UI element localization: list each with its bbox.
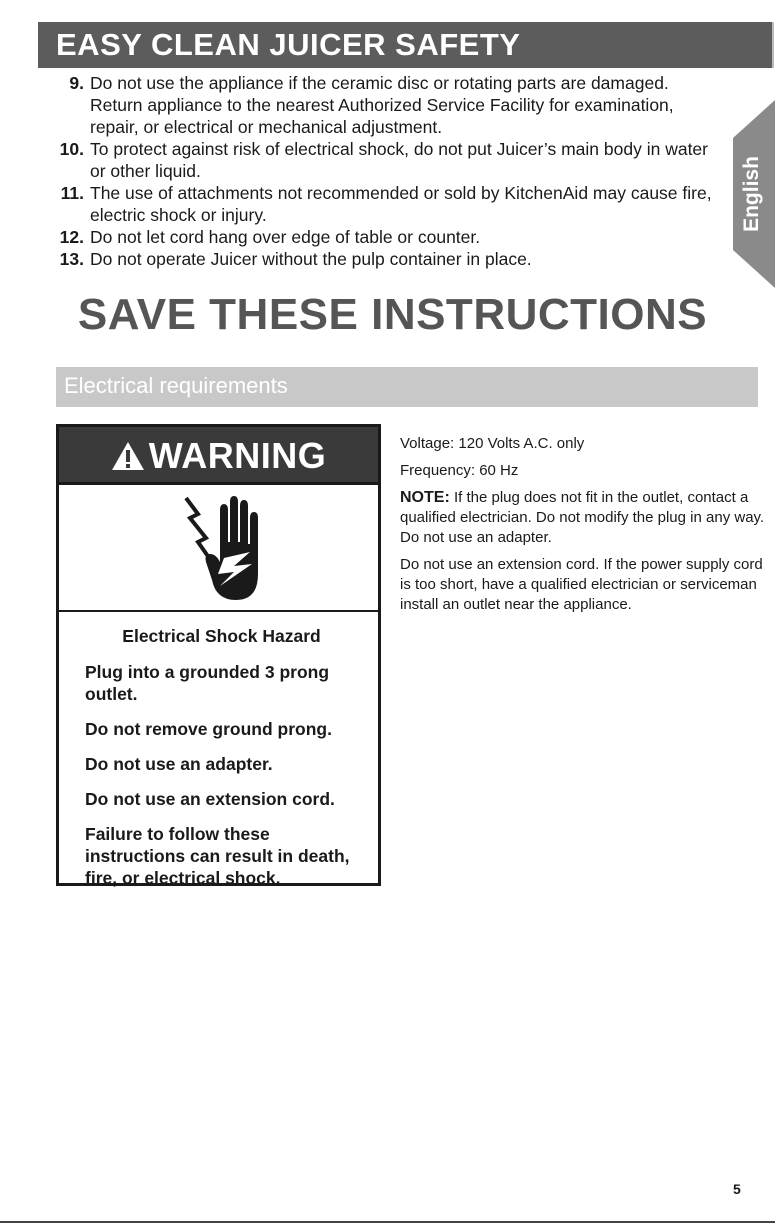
list-item-number: 9. — [69, 73, 84, 93]
page-title: EASY CLEAN JUICER SAFETY — [56, 27, 521, 62]
header-edge-line — [772, 22, 774, 68]
warning-line: Failure to follow these instructions can result in death, fire, or electrical shock. — [85, 824, 350, 888]
warning-label-row — [59, 435, 378, 477]
list-item-text: Do not operate Juicer without the pulp container in place. — [90, 249, 532, 269]
section-title: Electrical requirements — [64, 373, 288, 398]
extension-cord-paragraph: Do not use an extension cord. If the power supply cord is too short, have a qualified electrician or serviceman install an outlet near the appliance. — [400, 556, 763, 613]
warning-body — [59, 614, 378, 902]
note-label: NOTE: — [400, 489, 450, 506]
list-item — [44, 248, 724, 270]
warning-box — [56, 424, 381, 886]
bottom-rule — [0, 1221, 775, 1223]
list-item-text: Do not use the appliance if the ceramic disc or rotating parts are damaged. Return appliance to the nearest Authorized Service Facility for examination, repair, or electrical or mechanical adjustment. — [90, 73, 674, 137]
warning-line: Plug into a grounded 3 prong outlet. — [85, 662, 330, 704]
list-item — [44, 182, 724, 226]
list-item-text: Do not let cord hang over edge of table or counter. — [90, 227, 481, 247]
hazard-icon-area — [59, 488, 378, 612]
list-item-text: The use of attachments not recommended or sold by KitchenAid may cause fire, electric shock or injury. — [90, 183, 712, 225]
page-number: 5 — [733, 1181, 741, 1197]
list-item-text: To protect against risk of electrical shock, do not put Juicer’s main body in water or other liquid. — [90, 139, 708, 181]
safety-list — [44, 72, 724, 270]
warning-line: Do not use an extension cord. — [85, 789, 335, 809]
language-tab-label: English — [740, 156, 763, 232]
requirements-column — [400, 434, 772, 615]
note-paragraph — [400, 488, 772, 548]
electrical-shock-hazard-icon — [176, 496, 266, 606]
warning-line: Do not use an adapter. — [85, 754, 273, 774]
warning-triangle-icon — [111, 441, 145, 471]
list-item-number: 13. — [59, 249, 84, 269]
note-text: If the plug does not fit in the outlet, contact a qualified electrician. Do not modify the plug in any way. Do not use an adapter. — [400, 489, 765, 546]
list-item — [44, 138, 724, 182]
warning-label: WARNING — [148, 435, 327, 476]
save-instructions-heading: SAVE THESE INSTRUCTIONS — [77, 290, 708, 339]
voltage-text: Voltage: 120 Volts A.C. only — [400, 435, 585, 452]
list-item-number: 11. — [60, 183, 84, 203]
list-item-number: 10. — [59, 139, 84, 159]
frequency-text: Frequency: 60 Hz — [400, 462, 519, 479]
list-item — [44, 72, 724, 138]
list-item — [44, 226, 724, 248]
list-item-number: 12. — [59, 227, 84, 247]
warning-header — [59, 427, 378, 485]
warning-line: Do not remove ground prong. — [85, 719, 332, 739]
hazard-title: Electrical Shock Hazard — [122, 626, 321, 646]
